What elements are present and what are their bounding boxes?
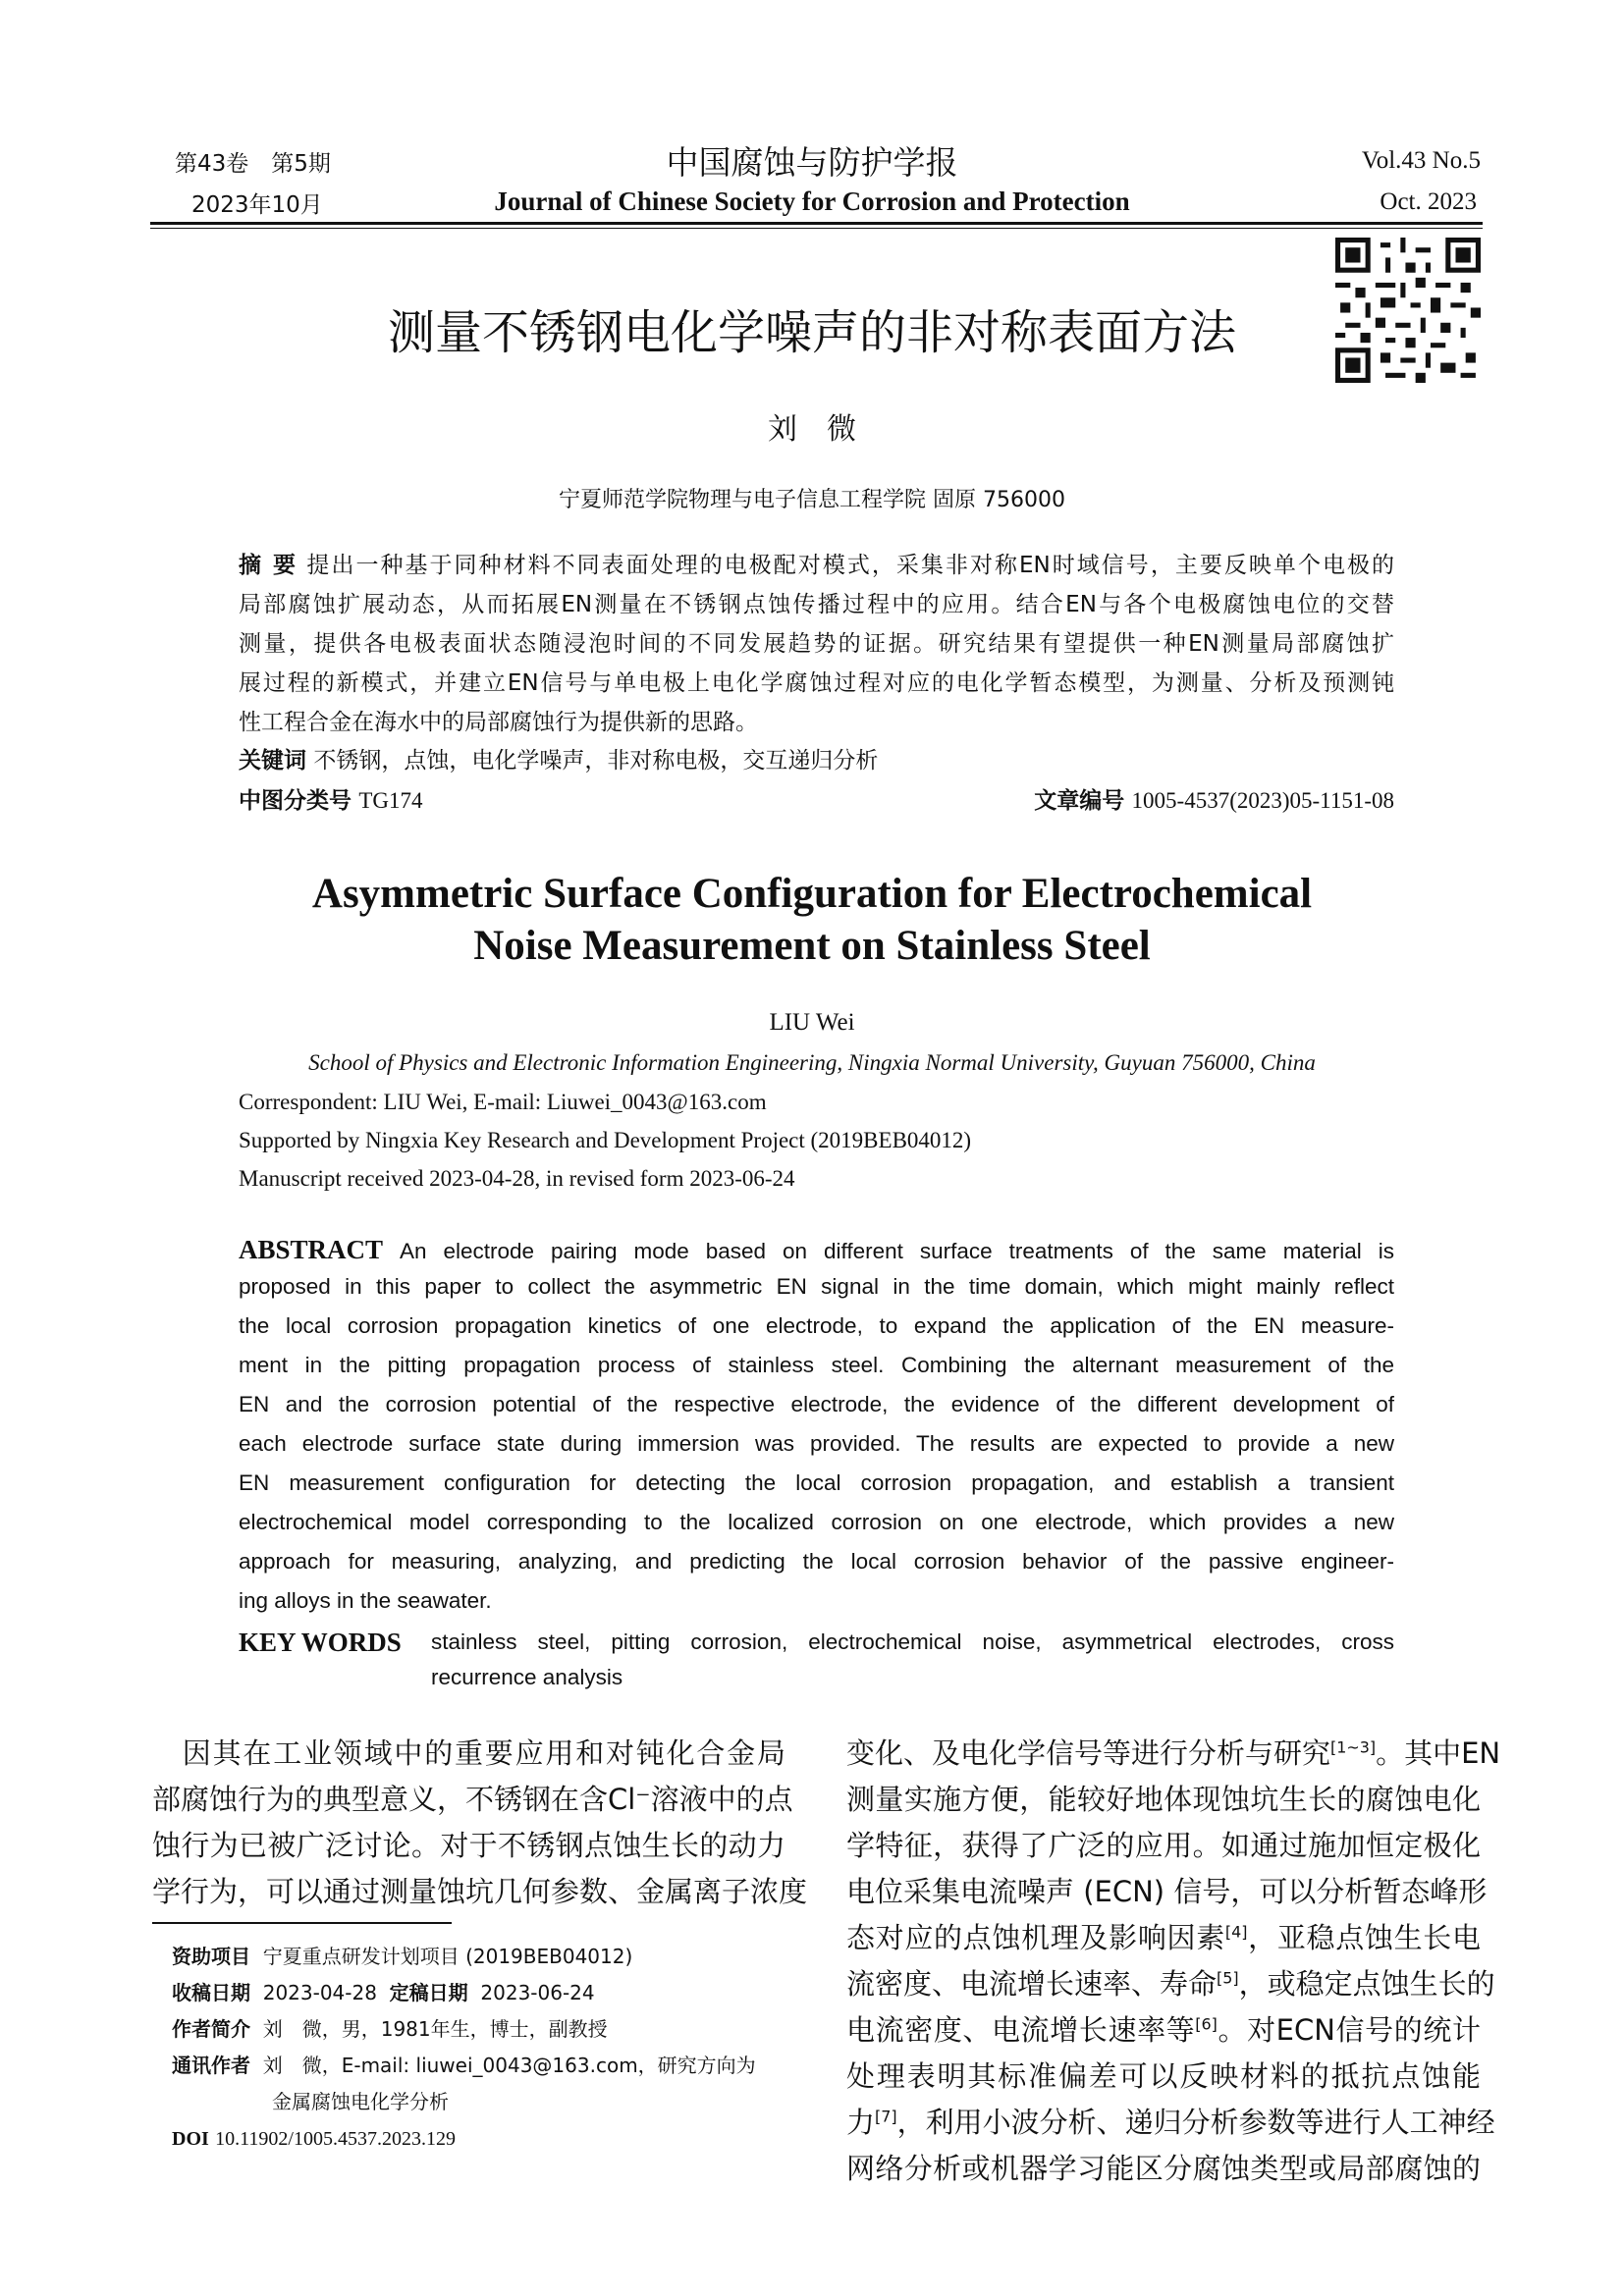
body-line: 电位采集电流噪声 (ECN) 信号，可以分析暂态峰形: [846, 1875, 1488, 1908]
paper-title-cn: 测量不锈钢电化学噪声的非对称表面方法: [387, 305, 1236, 360]
footnote-doi: DOI 10.11902/1005.4537.2023.129: [172, 2128, 456, 2150]
date-cn: 2023年10月: [191, 192, 323, 218]
volume-issue-en: Vol.43 No.5: [1361, 147, 1481, 174]
footnote-fund: 资助项目 宁夏重点研发计划项目 (2019BEB04012): [172, 1945, 633, 1968]
author-cn: 刘 微: [768, 412, 856, 447]
footnote-correspondent: 通讯作者 刘 微，E-mail: liuwei_0043@163.com，研究方向为: [172, 2054, 756, 2077]
body-line: 力[7]，利用小波分析、递归分析参数等进行人工神经: [846, 2106, 1495, 2139]
body-line: 部腐蚀行为的典型意义，不锈钢在含Cl⁻溶液中的点: [152, 1783, 793, 1816]
abstract-en-line: each electrode surface state during immersion was provided. The results are expected to provide a new: [239, 1431, 1394, 1456]
footnote-bio: 作者简介 刘 微，男，1981年生，博士，副教授: [172, 2017, 608, 2041]
body-line: 网络分析或机器学习能区分腐蚀类型或局部腐蚀的: [846, 2152, 1481, 2185]
abstract-en-line: electrochemical model corresponding to the localized corrosion on one electrode, which provides a new: [239, 1510, 1394, 1534]
keywords-cn: 关键词 不锈钢，点蚀，电化学噪声，非对称电极，交互递归分析: [239, 748, 879, 774]
abstract-cn-line: 测量，提供各电极表面状态随浸泡时间的不同发展趋势的证据。研究结果有望提供一种EN测量局部腐蚀扩: [239, 631, 1394, 657]
abstract-cn-label: 摘 要: [239, 553, 298, 578]
journal-title-en: Journal of Chinese Society for Corrosion and Protection: [494, 187, 1130, 216]
abstract-en-line: EN and the corrosion potential of the respective electrode, the evidence of the different development of: [239, 1392, 1394, 1416]
abstract-en-line: EN measurement configuration for detecting the local corrosion propagation, and establish a transient: [239, 1470, 1394, 1495]
keywords-en-label: KEY WORDS: [239, 1628, 402, 1657]
body-line: 测量实施方便，能较好地体现蚀坑生长的腐蚀电化: [846, 1783, 1481, 1816]
abstract-en-line: ing alloys in the seawater.: [239, 1588, 492, 1613]
volume-issue-cn: 第43卷 第5期: [175, 151, 331, 177]
header-rule-thin: [150, 228, 1483, 229]
footnote-rule: [152, 1922, 452, 1924]
body-line: 流密度、电流增长速率、寿命[5]，或稳定点蚀生长的: [846, 1967, 1495, 2001]
body-line: 蚀行为已被广泛讨论。对于不锈钢点蚀生长的动力: [152, 1829, 785, 1862]
abstract-en-line: ABSTRACT An electrode pairing mode based on different surface treatments of the same material is: [239, 1235, 1394, 1264]
manuscript-dates: Manuscript received 2023-04-28, in revised form 2023-06-24: [239, 1166, 795, 1191]
abstract-cn-line: 展过程的新模式，并建立EN信号与单电极上电化学腐蚀过程对应的电化学暂态模型，为测量、分析及预测钝: [239, 670, 1394, 696]
abstract-cn-line: 摘 要 提出一种基于同种材料不同表面处理的电极配对模式，采集非对称EN时域信号，主要反映单个电极的: [239, 553, 1395, 578]
date-en: Oct. 2023: [1380, 188, 1477, 215]
footnote-dates: 收稿日期 2023-04-28 定稿日期 2023-06-24: [172, 1981, 595, 2004]
body-line: 学特征，获得了广泛的应用。如通过施加恒定极化: [846, 1829, 1481, 1862]
abstract-en-line: approach for measuring, analyzing, and predicting the local corrosion behavior of the passive engineer-: [239, 1549, 1394, 1574]
abstract-en-label: ABSTRACT: [239, 1235, 384, 1264]
article-number: 文章编号 1005-4537(2023)05-1151-08: [1034, 788, 1394, 814]
abstract-en-line: the local corrosion propagation kinetics of one electrode, to expand the application of the EN measure-: [239, 1313, 1394, 1338]
footnote-correspondent-cont: 金属腐蚀电化学分析: [272, 2090, 449, 2113]
body-line: 学行为，可以通过测量蚀坑几何参数、金属离子浓度: [152, 1875, 808, 1908]
abstract-en-line: ment in the pitting propagation process of stainless steel. Combining the alternant measurement of the: [239, 1353, 1394, 1377]
footnotes: [172, 1939, 756, 2158]
abstract-cn-line: 性工程合金在海水中的局部腐蚀行为提供新的思路。: [239, 710, 758, 735]
body-line: 电流密度、电流增长速率等[6]。对ECN信号的统计: [846, 2013, 1481, 2047]
affiliation-cn: 宁夏师范学院物理与电子信息工程学院 固原 756000: [559, 488, 1065, 512]
body-line: 处理表明其标准偏差可以反映材料的抵抗点蚀能: [846, 2059, 1481, 2093]
abstract-cn-line: 局部腐蚀扩展动态，从而拓展EN测量在不锈钢点蚀传播过程中的应用。结合EN与各个电极腐蚀电位的交替: [239, 592, 1394, 617]
body-line: 态对应的点蚀机理及影响因素[4]，亚稳点蚀生长电: [846, 1921, 1481, 1954]
correspondent: Correspondent: LIU Wei, E-mail: Liuwei_0043@163.com: [239, 1090, 767, 1114]
funding-en: Supported by Ningxia Key Research and Development Project (2019BEB04012): [239, 1128, 972, 1152]
abstract-en-line: proposed in this paper to collect the asymmetric EN signal in the time domain, which might mainly reflect: [239, 1274, 1394, 1299]
body-line: 因其在工业领域中的重要应用和对钝化合金局: [152, 1736, 785, 1770]
paper-title-en: Asymmetric Surface Configuration for Electrochemical Noise Measurement on Stainless Steel: [311, 871, 1313, 969]
body-line: 变化、及电化学信号等进行分析与研究[1~3]。其中EN: [846, 1736, 1501, 1770]
classification-number: 中图分类号 TG174: [239, 788, 423, 814]
affiliation-en: School of Physics and Electronic Information Engineering, Ningxia Normal University, Guyuan 756000, China: [308, 1050, 1316, 1075]
header-rule: [150, 222, 1483, 225]
journal-title-cn: 中国腐蚀与防护学报: [666, 143, 958, 182]
author-en: LIU Wei: [769, 1009, 855, 1036]
